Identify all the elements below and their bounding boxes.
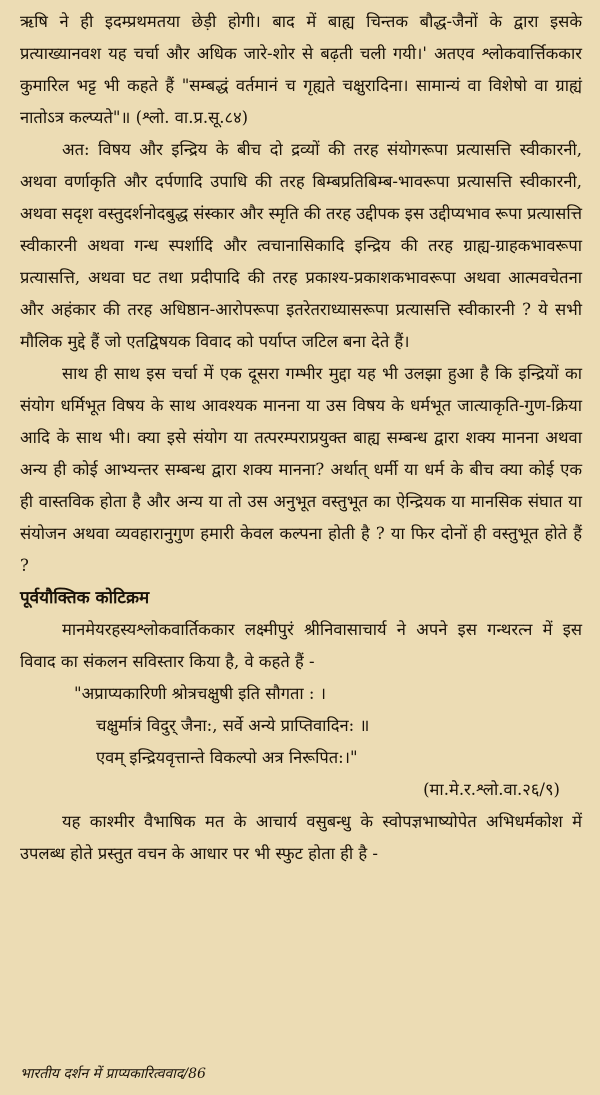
verse-line-2: चक्षुर्मात्रं विदुर् जैना:, सर्वे अन्ये प्राप्तिवादिन: ॥	[96, 716, 370, 735]
verse-line-1: "अप्राप्यकारिणी श्रोत्रचक्षुषी इति सौगता : ।	[74, 684, 326, 703]
paragraph-2: अत: विषय और इन्द्रिय के बीच दो द्रव्यों की तरह संयोगरूपा प्रत्यासत्ति स्वीकारनी, अथवा वर्णाकृति और दर्पणादि उपाधि की तरह बिम्बप्रतिबिम्ब-भावरूपा प्रत्यासत्ति स्वीकारनी, अथवा सदृश वस्तुदर्शनोदबुद्ध संस्कार और स्मृति की तरह उद्दीपक इस उद्दीप्यभाव रूपा प्रत्यासत्ति स्वीकारनी अथवा गन्ध स्पर्शादि और त्वचानासिकादि इन्द्रिय की तरह ग्राह्य-ग्राहकभावरूपा प्रत्यासत्ति, अथवा घट तथा प्रदीपादि की तरह प्रकाश्य-प्रकाशकभावरूपा अथवा आत्मवचेतना और अहंकार की तरह अधिष्ठान-आरोपरूपा इतरेतराध्यासरूपा प्रत्यासत्ति स्वीकारनी ? ये सभी मौलिक मुद्दे हैं जो एतद्विषयक विवाद को पर्याप्त जटिल बना देते हैं।	[20, 140, 582, 351]
paragraph-4: मानमेयरहस्यश्लोकवार्तिककार लक्ष्मीपुरं श्रीनिवासाचार्य ने अपने इस गन्थरत्न में इस विवाद का संकलन सविस्तार किया है, वे कहते हैं -	[20, 620, 582, 671]
page-footer: भारतीय दर्शन में प्राप्यकारित्ववाद/86	[20, 1066, 206, 1082]
paragraph-1: ऋषि ने ही इदम्प्रथमतया छेड़ी होगी। बाद में बाह्य चिन्तक बौद्ध-जैनों के द्वारा इसके प्रत्याख्यानवश यह चर्चा और अधिक जारे-शोर से बढ़ती चली गयी।' अतएव श्लोकवार्त्तिककार कुमारिल भट्ट भी कहते हैं "सम्बद्धं वर्तमानं च गृह्यते चक्षुरादिना। सामान्यं वा विशेषो वा ग्राह्यं नातोऽत्र कल्प्यते"॥ (श्लो. वा.प्र.सू.८४)	[20, 12, 582, 127]
paragraph-3: साथ ही साथ इस चर्चा में एक दूसरा गम्भीर मुद्दा यह भी उलझा हुआ है कि इन्द्रियों का संयोग धर्मिभूत विषय के साथ आवश्यक मानना या उस विषय के धर्मभूत जात्याकृति-गुण-क्रिया आदि के साथ भी। क्या इसे संयोग या तत्परम्पराप्रयुक्त बाह्य सम्बन्ध द्वारा शक्य मानना अथवा अन्य ही कोई आभ्यन्तर सम्बन्ध द्वारा शक्य मानना? अर्थात् धर्मी या धर्म के बीच क्या कोई एक ही वास्तविक होता है और अन्य या तो उस अनुभूत वस्तुभूत का ऐन्द्रियक या मानसिक संघात या संयोजन अथवा व्यवहारानुगुण हमारी केवल कल्पना होती है ? या फिर दोनों ही वस्तुभूत होते हैं ?	[20, 364, 582, 575]
paragraph-5: यह काश्मीर वैभाषिक मत के आचार्य वसुबन्धु के स्वोपज्ञभाष्योपेत अभिधर्मकोश में उपलब्ध होते प्रस्तुत वचन के आधार पर भी स्फुट होता ही है -	[20, 812, 582, 863]
section-heading: पूर्वयौक्तिक कोटिक्रम	[20, 588, 150, 608]
verse-citation: (मा.मे.र.श्लो.वा.२६/९)	[423, 780, 560, 799]
verse-line-3: एवम् इन्द्रियवृत्तान्ते विकल्पो अत्र निरूपित:।"	[96, 748, 358, 767]
